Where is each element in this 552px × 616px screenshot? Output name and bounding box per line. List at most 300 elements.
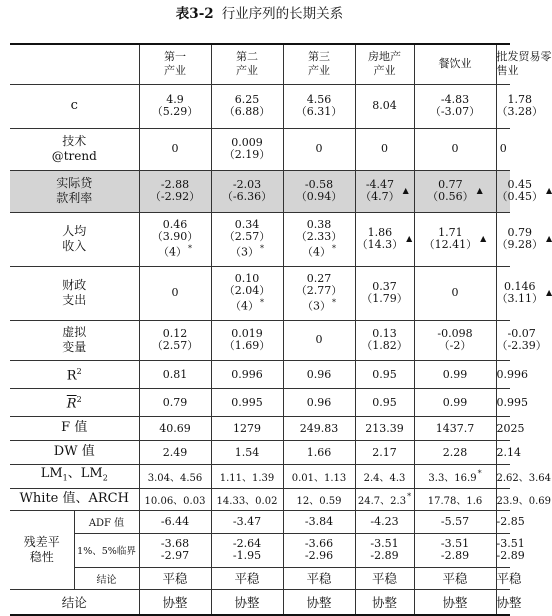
cell-line: （5.29） bbox=[151, 105, 199, 118]
cell-line: （4）* bbox=[230, 298, 264, 313]
cell-line: （3）* bbox=[230, 244, 264, 259]
cell-line: 0.77 bbox=[438, 178, 463, 191]
cell-line: （4）* bbox=[158, 244, 192, 259]
data-cell bbox=[283, 567, 355, 589]
column-header-line: 批发贸易零 bbox=[496, 50, 552, 64]
row-label-line: 财政 bbox=[62, 278, 87, 292]
data-cell bbox=[211, 464, 283, 488]
row-label-rate bbox=[10, 170, 139, 212]
cell-line: （2.04） bbox=[223, 284, 271, 298]
cell-line: -0.07 bbox=[507, 327, 536, 340]
row-label-text: DW 值 bbox=[53, 444, 95, 459]
data-cell bbox=[355, 266, 414, 320]
data-cell bbox=[211, 266, 283, 320]
data-cell bbox=[355, 464, 414, 488]
cell-value: 0.996 bbox=[496, 367, 528, 381]
sub-label-adf bbox=[74, 510, 139, 533]
triangle-marker: ▲ bbox=[546, 288, 552, 297]
row-label-text: $\overline{R}$ bbox=[66, 396, 77, 412]
cell-line: （3）* bbox=[302, 298, 336, 313]
cell-line: 0 bbox=[315, 333, 323, 346]
row-label-line: 人均 bbox=[62, 224, 87, 238]
row-label-line: 残差平 bbox=[23, 534, 60, 549]
cell-line: （6.88） bbox=[223, 105, 271, 118]
cell-value: 3.3、16.9 bbox=[428, 472, 477, 484]
data-cell bbox=[355, 510, 414, 533]
column-header-line: 第二 bbox=[236, 50, 258, 64]
data-cell bbox=[414, 212, 496, 266]
cell-value: 平稳 bbox=[306, 571, 332, 586]
data-cell bbox=[211, 533, 283, 567]
cell-value: 2.17 bbox=[372, 445, 397, 459]
data-cell bbox=[414, 416, 496, 440]
cell-line: （0.56） bbox=[427, 190, 474, 203]
cell-line: （4）* bbox=[302, 244, 336, 259]
data-cell bbox=[283, 533, 355, 567]
cell-value: 0.99 bbox=[442, 367, 468, 381]
row-label-f bbox=[10, 416, 139, 440]
cell-line: （0.45） bbox=[496, 190, 543, 203]
cell-value: 0.79 bbox=[162, 395, 188, 409]
column-header bbox=[139, 44, 211, 84]
data-cell bbox=[211, 212, 283, 266]
cell-value: -3.47 bbox=[232, 515, 262, 528]
data-cell bbox=[211, 320, 283, 360]
cell-value: 协整 bbox=[306, 594, 332, 610]
cell-line: 0.46 bbox=[162, 218, 188, 232]
data-cell bbox=[283, 388, 355, 416]
cell-line: -3.51 bbox=[496, 537, 525, 550]
cell-value: 2.14 bbox=[496, 445, 521, 459]
column-header bbox=[355, 44, 414, 84]
cell-value: 1.54 bbox=[234, 445, 260, 459]
data-cell bbox=[139, 589, 211, 615]
data-cell bbox=[496, 320, 547, 360]
row-label-adjr2 bbox=[10, 388, 139, 416]
data-cell bbox=[496, 128, 510, 170]
data-cell bbox=[211, 84, 283, 128]
data-cell bbox=[355, 84, 414, 128]
row-label-dummy bbox=[10, 320, 139, 360]
cell-value: 17.78、1.6 bbox=[427, 495, 483, 507]
row-label-resid bbox=[10, 510, 74, 589]
column-header-line: 餐饮业 bbox=[438, 57, 472, 71]
cell-line: （3.90） bbox=[151, 230, 199, 244]
data-cell bbox=[355, 567, 414, 589]
data-cell bbox=[496, 84, 543, 128]
cell-line: （-3.07） bbox=[429, 105, 481, 118]
cell-line: 0 bbox=[499, 142, 507, 155]
cell-line: 0 bbox=[171, 286, 179, 299]
cell-value: 2.49 bbox=[162, 445, 188, 459]
data-cell bbox=[283, 360, 355, 388]
row-label-text: White 值、ARCH bbox=[19, 491, 129, 506]
data-cell bbox=[414, 567, 496, 589]
cell-line: （6.31） bbox=[295, 105, 343, 118]
data-cell bbox=[211, 440, 283, 464]
cell-line: 0.12 bbox=[162, 327, 188, 340]
cell-line: 1.78 bbox=[507, 93, 532, 106]
data-cell bbox=[139, 360, 211, 388]
cell-line: -3.68 bbox=[160, 537, 190, 550]
cell-value: -6.44 bbox=[160, 515, 190, 528]
row-label-fiscal bbox=[10, 266, 139, 320]
data-cell bbox=[139, 84, 211, 128]
cell-line: （3.11） bbox=[496, 292, 543, 305]
triangle-marker: ▲ bbox=[546, 186, 552, 195]
data-cell bbox=[496, 388, 528, 416]
cell-line: -3.51 bbox=[370, 537, 399, 550]
data-cell bbox=[355, 320, 414, 360]
row-label-white bbox=[10, 488, 139, 510]
cell-line: 0.13 bbox=[372, 327, 397, 340]
cell-line: 4.9 bbox=[166, 93, 184, 106]
results-table bbox=[10, 43, 552, 616]
data-cell bbox=[496, 510, 525, 533]
cell-value: 1.66 bbox=[306, 445, 332, 459]
cell-line: -2.89 bbox=[370, 549, 399, 562]
data-cell bbox=[139, 464, 211, 488]
cell-value: 2.28 bbox=[442, 445, 468, 459]
table-title: 行业序列的长期关系 bbox=[221, 6, 344, 22]
cell-line: -0.58 bbox=[304, 178, 334, 191]
data-cell bbox=[283, 440, 355, 464]
cell-line: （12.41） bbox=[423, 238, 478, 251]
cell-line: -2.89 bbox=[440, 549, 470, 562]
cell-line: 0.146 bbox=[504, 280, 536, 293]
data-cell bbox=[355, 388, 414, 416]
cell-line: （1.79） bbox=[361, 292, 408, 305]
cell-line: 0 bbox=[315, 142, 323, 155]
data-cell bbox=[283, 170, 355, 212]
data-cell bbox=[414, 510, 496, 533]
cell-line: （0.94） bbox=[295, 190, 343, 203]
cell-line: 0.37 bbox=[372, 280, 397, 293]
cell-value: 24.7、2.3 bbox=[357, 495, 407, 507]
significance-star: * bbox=[477, 469, 482, 479]
cell-line: （-2.39） bbox=[496, 339, 547, 352]
significance-star: * bbox=[407, 492, 412, 502]
data-cell bbox=[283, 488, 355, 510]
data-cell bbox=[496, 567, 522, 589]
triangle-marker: ▲ bbox=[406, 234, 413, 243]
cell-line: （2.77） bbox=[295, 284, 343, 298]
data-cell bbox=[283, 510, 355, 533]
cell-line: （3.28） bbox=[496, 105, 543, 118]
cell-line: （2.19） bbox=[223, 148, 271, 161]
data-cell bbox=[355, 128, 414, 170]
cell-line: -2.97 bbox=[160, 549, 190, 562]
data-cell bbox=[211, 589, 283, 615]
cell-line: （2.57） bbox=[223, 230, 271, 244]
sub-label-conclusion bbox=[74, 567, 139, 589]
header-blank bbox=[10, 44, 139, 84]
significance-star: * bbox=[332, 244, 336, 254]
cell-line: 0 bbox=[381, 142, 388, 155]
column-header bbox=[414, 44, 496, 84]
data-cell bbox=[283, 416, 355, 440]
data-cell bbox=[355, 360, 414, 388]
row-label-line: 变量 bbox=[62, 340, 87, 354]
data-cell bbox=[211, 510, 283, 533]
cell-line: （4.7） bbox=[360, 190, 400, 203]
row-label-line: 款利率 bbox=[56, 191, 93, 205]
row-label-text: 结论 bbox=[61, 594, 87, 610]
column-header-line: 产业 bbox=[308, 64, 330, 78]
cell-value: 协整 bbox=[496, 594, 522, 610]
cell-line: -4.83 bbox=[440, 93, 470, 106]
cell-line: （1.82） bbox=[361, 339, 408, 352]
cell-value: 40.69 bbox=[159, 421, 191, 435]
column-header bbox=[283, 44, 355, 84]
data-cell bbox=[355, 440, 414, 464]
data-cell bbox=[414, 440, 496, 464]
cell-line: （-6.36） bbox=[221, 190, 273, 203]
cell-value: 0.96 bbox=[306, 395, 332, 409]
cell-value: -4.23 bbox=[370, 515, 399, 528]
cell-line: （14.3） bbox=[356, 238, 404, 251]
data-cell bbox=[283, 212, 355, 266]
significance-star: * bbox=[332, 298, 336, 308]
cell-value: 0.995 bbox=[231, 395, 263, 409]
cell-line: 0.38 bbox=[306, 218, 332, 232]
data-cell bbox=[496, 212, 552, 266]
cell-value: 2.62、3.64 bbox=[496, 472, 552, 484]
row-label-income bbox=[10, 212, 139, 266]
data-cell bbox=[414, 488, 496, 510]
data-cell bbox=[414, 388, 496, 416]
cell-value: 协整 bbox=[234, 594, 260, 610]
data-cell bbox=[211, 488, 283, 510]
cell-line: -2.64 bbox=[232, 537, 262, 550]
data-cell bbox=[414, 320, 496, 360]
data-cell bbox=[283, 464, 355, 488]
cell-line: 8.04 bbox=[372, 99, 397, 112]
data-cell bbox=[414, 360, 496, 388]
row-label-text: c bbox=[70, 98, 78, 113]
cell-value: -5.57 bbox=[440, 515, 470, 528]
column-header-line: 第一 bbox=[164, 50, 186, 64]
cell-line: 6.25 bbox=[234, 93, 260, 106]
triangle-marker: ▲ bbox=[546, 234, 552, 243]
data-cell bbox=[355, 170, 414, 212]
triangle-marker: ▲ bbox=[476, 186, 483, 195]
cell-line: 0 bbox=[451, 142, 459, 155]
data-cell bbox=[139, 212, 211, 266]
data-cell bbox=[139, 567, 211, 589]
data-cell bbox=[211, 128, 283, 170]
cell-value: 0.95 bbox=[372, 367, 397, 381]
cell-value: 0.01、1.13 bbox=[291, 472, 347, 484]
data-cell bbox=[283, 589, 355, 615]
cell-line: -1.95 bbox=[232, 549, 262, 562]
row-label-line: 实际贷 bbox=[56, 176, 93, 190]
data-cell bbox=[283, 128, 355, 170]
data-cell bbox=[355, 589, 414, 615]
data-cell bbox=[496, 360, 528, 388]
cell-value: -2.85 bbox=[496, 515, 525, 528]
data-cell bbox=[496, 170, 552, 212]
data-cell bbox=[139, 266, 211, 320]
cell-value: 12、0.59 bbox=[296, 495, 342, 507]
cell-line: （-2.92） bbox=[149, 190, 201, 203]
data-cell bbox=[211, 416, 283, 440]
column-header-line: 产业 bbox=[164, 64, 186, 78]
significance-star: * bbox=[188, 244, 192, 254]
cell-value: 协整 bbox=[371, 594, 397, 610]
cell-value: -3.84 bbox=[304, 515, 334, 528]
data-cell bbox=[355, 533, 414, 567]
table-caption bbox=[0, 4, 519, 24]
lm-label-part: 1 bbox=[62, 473, 68, 483]
cell-line: -2.03 bbox=[232, 178, 262, 191]
data-cell bbox=[139, 533, 211, 567]
cell-line: 0.009 bbox=[231, 136, 263, 149]
data-cell bbox=[414, 589, 496, 615]
cell-line: （9.28） bbox=[496, 238, 543, 251]
sub-label-text: 结论 bbox=[96, 574, 117, 586]
cell-line: -3.51 bbox=[440, 537, 470, 550]
cell-value: 平稳 bbox=[442, 571, 468, 586]
column-header-line: 房地产 bbox=[368, 50, 401, 64]
cell-line: （-2） bbox=[438, 339, 472, 352]
cell-value: 平稳 bbox=[162, 571, 188, 586]
row-label-line: 虚拟 bbox=[62, 325, 87, 339]
cell-value: 23.9、0.69 bbox=[496, 495, 552, 507]
data-cell bbox=[211, 567, 283, 589]
data-cell bbox=[496, 533, 525, 567]
cell-line: -2.89 bbox=[496, 549, 525, 562]
triangle-marker: ▲ bbox=[402, 186, 409, 195]
data-cell bbox=[414, 533, 496, 567]
cell-value: 10.06、0.03 bbox=[144, 495, 206, 507]
data-cell bbox=[355, 488, 414, 510]
cell-line: 0.34 bbox=[234, 218, 260, 232]
cell-line: （1.69） bbox=[223, 339, 271, 352]
cell-value: 0.996 bbox=[231, 367, 263, 381]
table-number: 表3-2 bbox=[175, 6, 214, 22]
cell-line: 1.71 bbox=[438, 226, 463, 239]
data-cell bbox=[283, 266, 355, 320]
row-label-line: 稳性 bbox=[29, 549, 54, 564]
cell-value: 0.99 bbox=[442, 395, 468, 409]
cell-line: -3.66 bbox=[304, 537, 334, 550]
cell-line: 0 bbox=[451, 286, 459, 299]
superscript: 2 bbox=[76, 366, 82, 376]
data-cell bbox=[414, 128, 496, 170]
data-cell bbox=[139, 128, 211, 170]
cell-line: -0.098 bbox=[437, 327, 473, 340]
cell-line: （2.33） bbox=[295, 230, 343, 244]
cell-line: 0.10 bbox=[234, 272, 260, 286]
column-header bbox=[211, 44, 283, 84]
cell-value: 平稳 bbox=[371, 571, 397, 586]
significance-star: * bbox=[260, 298, 264, 308]
data-cell bbox=[414, 84, 496, 128]
cell-value: 213.39 bbox=[365, 421, 404, 435]
data-cell bbox=[211, 360, 283, 388]
cell-value: 0.81 bbox=[162, 367, 188, 381]
cell-value: 249.83 bbox=[299, 421, 339, 435]
data-cell bbox=[496, 416, 525, 440]
data-cell bbox=[414, 464, 496, 488]
row-label-line: 支出 bbox=[62, 293, 87, 307]
cell-value: 3.04、4.56 bbox=[147, 472, 203, 484]
data-cell bbox=[139, 440, 211, 464]
cell-value: 协整 bbox=[442, 594, 468, 610]
data-cell bbox=[496, 488, 552, 510]
data-cell bbox=[139, 388, 211, 416]
sub-label-text: 1%、5%临界 bbox=[77, 546, 136, 557]
cell-value: 14.33、0.02 bbox=[216, 495, 278, 507]
column-header-line: 产业 bbox=[236, 64, 258, 78]
cell-value: 平稳 bbox=[234, 571, 260, 586]
cell-line: -2.88 bbox=[160, 178, 190, 191]
data-cell bbox=[355, 212, 414, 266]
data-cell bbox=[139, 510, 211, 533]
cell-line: 0.45 bbox=[507, 178, 532, 191]
data-cell bbox=[414, 266, 496, 320]
cell-value: 2.4、4.3 bbox=[363, 472, 406, 484]
data-cell bbox=[496, 589, 522, 615]
column-header-line: 产业 bbox=[373, 64, 396, 78]
lm-label-part: 2 bbox=[102, 473, 108, 483]
data-cell bbox=[139, 320, 211, 360]
row-label-line: @trend bbox=[51, 149, 97, 163]
cell-line: 0.019 bbox=[231, 327, 263, 340]
data-cell bbox=[139, 416, 211, 440]
cell-value: 1437.7 bbox=[435, 421, 475, 435]
row-label-text: R bbox=[66, 368, 77, 384]
data-cell bbox=[496, 266, 552, 320]
triangle-marker: ▲ bbox=[480, 234, 487, 243]
column-header-line: 售业 bbox=[496, 64, 519, 78]
cell-value: 0.995 bbox=[496, 395, 528, 409]
data-cell bbox=[283, 84, 355, 128]
superscript: 2 bbox=[76, 394, 82, 404]
row-label-line: 收入 bbox=[62, 239, 87, 253]
data-cell bbox=[139, 170, 211, 212]
cell-line: 0.79 bbox=[507, 226, 532, 239]
cell-value: 1279 bbox=[233, 421, 261, 435]
cell-value: 平稳 bbox=[496, 571, 522, 586]
data-cell bbox=[211, 388, 283, 416]
column-header bbox=[496, 44, 552, 84]
cell-line: 1.86 bbox=[367, 226, 393, 239]
cell-line: -2.96 bbox=[304, 549, 334, 562]
row-label-c bbox=[10, 84, 139, 128]
cell-value: 1.11、1.39 bbox=[219, 472, 275, 484]
lm-label-part: LM bbox=[80, 465, 103, 481]
cell-line: 4.56 bbox=[306, 93, 332, 106]
data-cell bbox=[211, 170, 283, 212]
cell-value: 2025 bbox=[496, 421, 525, 435]
lm-label-part: 、 bbox=[67, 465, 81, 481]
data-cell bbox=[355, 416, 414, 440]
row-label-lm bbox=[10, 464, 139, 488]
cell-line: （2.57） bbox=[151, 339, 199, 352]
column-header-line: 第三 bbox=[308, 50, 330, 64]
cell-value: 0.96 bbox=[306, 367, 332, 381]
significance-star: * bbox=[260, 244, 264, 254]
row-label-trend bbox=[10, 128, 139, 170]
data-cell bbox=[139, 488, 211, 510]
lm-label-part: LM bbox=[40, 465, 63, 481]
sub-label-text: ADF 值 bbox=[88, 518, 125, 529]
row-label-line: 技术 bbox=[62, 134, 87, 148]
row-label-dw bbox=[10, 440, 139, 464]
row-label-final bbox=[10, 589, 139, 615]
